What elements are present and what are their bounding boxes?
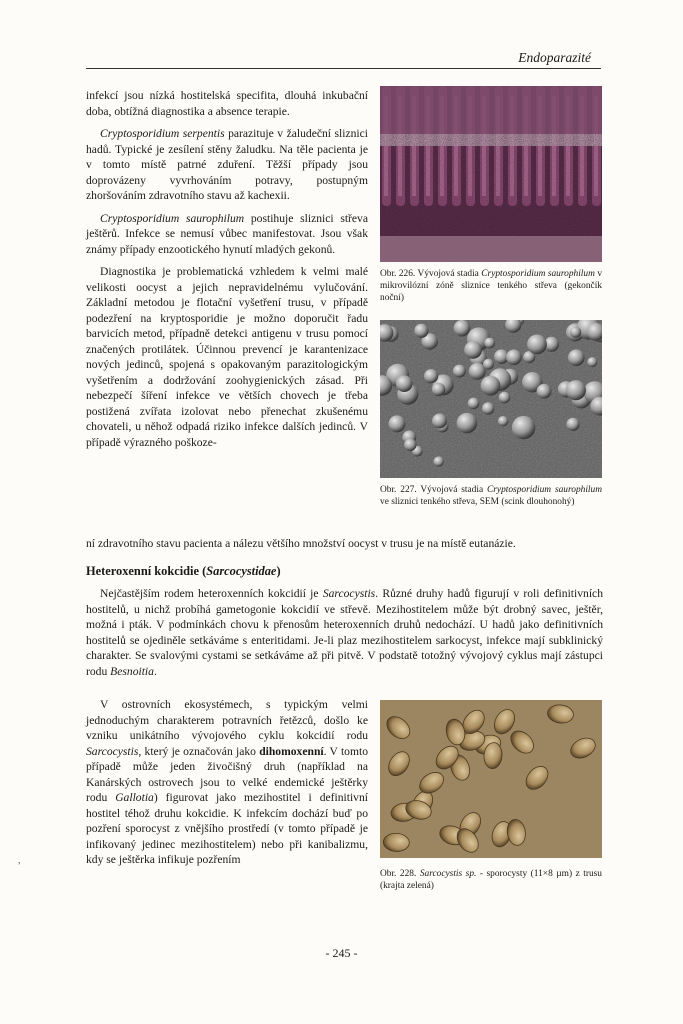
figure-228 [380, 700, 602, 863]
species-name: Sarcocystis sp. [419, 869, 477, 879]
paragraph-text: V ostrovních ekosystémech, s typickým velmi jednoduchým charakterem potravních řetězců, došlo ke vzniku unikátního vývojového cyklu kokcidií rodu [86, 698, 368, 742]
paragraph-dihomoxenni [86, 697, 368, 868]
figure-227-caption [380, 484, 602, 508]
figure-227 [380, 320, 602, 483]
genus-name: Besnoitia [110, 664, 154, 678]
paragraph-text: parazituje v žaludeční sliznici hadů. Typické je zesílení stěny žaludku. Na těle pacienta je v tomto místě patrné zduření. Těžší případy jsou doprovázeny vyvrhováním potravy, postupným zhoršováním zdravotního stavu až kachexii. [86, 127, 368, 202]
caption-text: v mikrovilózní zóně sliznice tenkého střeva (gekončík noční) [380, 269, 603, 303]
caption-text: ve sliznici tenkého střeva, SEM (scink dlouhonohý) [380, 497, 575, 507]
paragraph-diagnostika: Diagnostika je problematická vzhledem k velmi malé velikosti oocyst a jejich nepravidelnému vylučování. Základní metodou je flotační vyšetření trusu, v případě podezření na kryptosporidie je možno doporučit řadu barvicích metod, případně detekci antigenu v trusu pomocí značených protilátek. Účinnou prevencí je karantenizace nových jedinců, spojená s opakovaným parazitologickým vyšetřením a dodržování zoohygienických zásad. Při nebezpečí šíření infekce ve větších chovech je třeba postižená zvířata izolovat nebo přenechat zkušenému chovateli, u něhož odpadá riziko infekce dalších jedinců. V případě výrazného poškoze- [86, 265, 368, 449]
paragraph-text: . Různé druhy hadů figurují v roli definitivních hostitelů, u nichž probíhá gametogonie kokcidií ve střevě. Mezihostitelem může být drobný savec, ještěr, možná i pták. V podmínkách chovu k přenosům heteroxenních druhů nedochází. U hadů jako definitivních hostitelů se ojediněle setkáváme s enteritidami. Je-li plaz mezihostitelem sarkocyst, infekce mají subklinický charakter. Se svalovými cystami se setkáváme až při pitvě. V podstatě totožný vývojový cyklus mají zástupci rodu [86, 587, 603, 678]
heading-text: Heteroxenní kokcidie ( [86, 564, 207, 578]
micrograph-mucosa-image [380, 86, 602, 267]
top-left-column [86, 88, 368, 457]
paragraph-text: . V tomto případě může jeden živočišný druh (například na Kanárských ostrovech jsou to velké endemické ještěrky rodu [86, 744, 369, 804]
margin-mark: , [18, 855, 21, 866]
genus-name: Gallotia [115, 791, 154, 804]
header-rule [86, 68, 601, 69]
species-name: Cryptosporidium saurophilum [487, 485, 602, 495]
heading-species: Sarcocystidae [206, 564, 277, 578]
sporocyst-micrograph-image [380, 700, 602, 863]
genus-name: Sarcocystis [86, 744, 139, 758]
paragraph-text: postihuje sliznici střeva ještěrů. Infekce se nemusí vůbec manifestovat. Jsou však známy případy enzootického hynutí mladých gekonů. [86, 211, 368, 256]
figure-226-caption [380, 268, 602, 304]
caption-text: Obr. 228. [380, 869, 420, 879]
page-number: - 245 - [325, 946, 358, 960]
running-header: Endoparazité [518, 50, 591, 65]
bold-term: dihomoxenní [259, 744, 324, 758]
species-name: Cryptosporidium saurophilum [481, 269, 595, 279]
paragraph-cryptosporidium-serpentis [86, 126, 368, 204]
species-name: Cryptosporidium serpentis [100, 127, 225, 140]
figure-226 [380, 86, 602, 267]
figure-228-caption [380, 868, 602, 892]
paragraph-text: , který je označován jako [138, 744, 260, 758]
paragraph-intro-end: infekcí jsou nízká hostitelská specifita, dlouhá inkubační doba, obtížná diagnostika a absence terapie. [86, 89, 368, 118]
species-name: Cryptosporidium saurophilum [100, 211, 245, 225]
paragraph-text: . [153, 664, 157, 678]
caption-text: Obr. 226. Vývojová stadia [380, 269, 482, 279]
section-heading [86, 564, 281, 579]
heading-text: ) [276, 564, 281, 578]
caption-text: Obr. 227. Vývojová stadia [380, 485, 487, 495]
paragraph-text: Nejčastějším rodem heteroxenních kokcidií je [100, 587, 323, 600]
paragraph-heteroxenni [86, 586, 603, 679]
caption-text: - sporocysty (11×8 µm) z trusu (krajta zelená) [380, 869, 602, 891]
paragraph-cryptosporidium-saurophilum [86, 211, 368, 258]
genus-name: Sarcocystis [322, 587, 376, 600]
sem-micrograph-image [380, 320, 602, 483]
paragraph-diagnostika-end: ní zdravotního stavu pacienta a nálezu většího množství oocyst v trusu je na místě eutanázie. [86, 537, 516, 550]
paragraph-text: ) figurovat jako mezihostitel i definitivní hostitel téhož druhu kokcidie. K infekcím dochází buď po pozření sporocyst z vnějšího prostředí (v tomto případě je infikovaný jedinec mezihostitelem) nebo při kanibalizmu, kdy se ještěrka infikuje pozřením [86, 791, 368, 866]
